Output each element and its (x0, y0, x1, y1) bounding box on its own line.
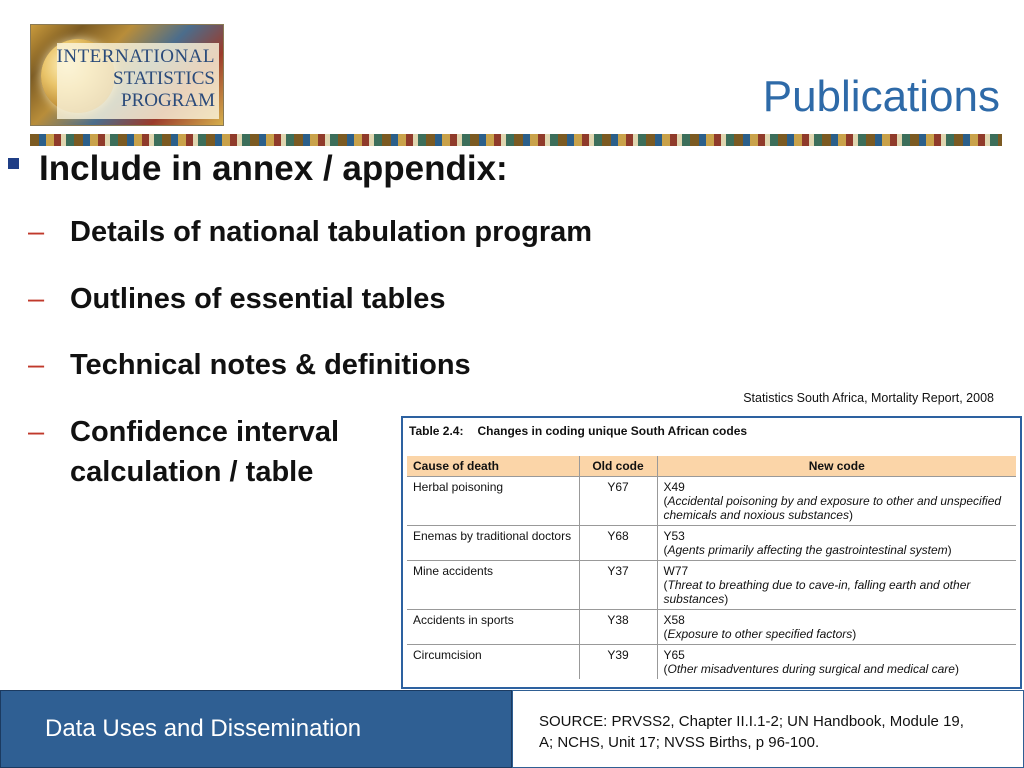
new-code: W77 (663, 564, 689, 578)
page-title: Publications (762, 72, 1000, 121)
cell-new-code (657, 561, 1016, 610)
logo-line2: STATISTICS (113, 68, 215, 89)
sub-item (28, 212, 710, 252)
sub-item-text: Outlines of essential tables (70, 283, 446, 315)
cell-cause: Accidents in sports (407, 610, 579, 645)
footer-source-text: SOURCE: PRVSS2, Chapter II.I.1-2; UN Handbook, Module 19, A; NCHS, Unit 17; NVSS Births, p 96-100. (539, 713, 964, 751)
table-row (407, 645, 1016, 680)
col-header-cause: Cause of death (407, 456, 579, 477)
dash-icon: – (28, 416, 45, 448)
table-caption (407, 422, 1016, 444)
new-code: X58 (663, 613, 685, 627)
cell-new-code (657, 526, 1016, 561)
dash-icon: – (28, 283, 45, 315)
decorative-band (30, 134, 1002, 146)
logo-line3: PROGRAM (121, 90, 215, 111)
code-description: (Threat to breathing due to cave-in, falling earth and other substances) (663, 578, 971, 606)
table-row (407, 526, 1016, 561)
description-text: Other misadventures during surgical and medical care (667, 662, 955, 676)
main-bullet-text: Include in annex / appendix: (39, 149, 508, 188)
table-title: Changes in coding unique South African codes (477, 424, 748, 438)
dash-icon: – (28, 349, 45, 381)
cell-old-code: Y39 (579, 645, 657, 680)
dash-icon: – (28, 216, 45, 248)
footer-section-label (0, 690, 512, 768)
cell-old-code: Y37 (579, 561, 657, 610)
code-description: (Exposure to other specified factors) (663, 627, 857, 641)
cell-cause: Enemas by traditional doctors (407, 526, 579, 561)
table-row (407, 477, 1016, 526)
description-text: Agents primarily affecting the gastrointestinal system (667, 543, 948, 557)
description-text: Accidental poisoning by and exposure to other and unspecified chemicals and noxious substances (663, 494, 1002, 522)
table-row (407, 610, 1016, 645)
cell-cause: Herbal poisoning (407, 477, 579, 526)
cell-new-code (657, 610, 1016, 645)
footer-source (512, 690, 1024, 768)
isp-logo (30, 24, 224, 126)
code-description: (Other misadventures during surgical and medical care) (663, 662, 959, 676)
sub-item-text: Technical notes & definitions (70, 349, 471, 381)
new-code: Y53 (663, 529, 685, 543)
table-label: Table 2.4: (409, 424, 464, 438)
coding-table (407, 456, 1016, 679)
cell-cause: Mine accidents (407, 561, 579, 610)
sub-item-text: Details of national tabulation program (70, 216, 593, 248)
sub-item-text: Confidence interval calculation / table (70, 416, 340, 488)
col-header-new: New code (657, 456, 1016, 477)
description-text: Exposure to other specified factors (667, 627, 853, 641)
table-header-row (407, 456, 1016, 477)
description-text: Threat to breathing due to cave-in, falling earth and other substances (663, 578, 971, 606)
coding-table-box (401, 416, 1022, 689)
main-bullet (8, 150, 508, 189)
code-description: (Accidental poisoning by and exposure to other and unspecified chemicals and noxious substances) (663, 494, 1002, 522)
logo-line1: INTERNATIONAL (56, 46, 215, 67)
code-description: (Agents primarily affecting the gastrointestinal system) (663, 543, 952, 557)
cell-old-code: Y38 (579, 610, 657, 645)
sub-item (28, 279, 710, 319)
footer-title: Data Uses and Dissemination (45, 715, 362, 742)
col-header-old: Old code (579, 456, 657, 477)
cell-old-code: Y67 (579, 477, 657, 526)
sub-item (28, 412, 400, 492)
cell-new-code (657, 477, 1016, 526)
sub-item (28, 345, 590, 385)
new-code: X49 (663, 480, 685, 494)
cell-cause: Circumcision (407, 645, 579, 680)
table-row (407, 561, 1016, 610)
square-bullet-icon (8, 158, 19, 169)
cell-old-code: Y68 (579, 526, 657, 561)
new-code: Y65 (663, 648, 685, 662)
cell-new-code (657, 645, 1016, 680)
table-source-caption: Statistics South Africa, Mortality Report, 2008 (743, 391, 994, 405)
